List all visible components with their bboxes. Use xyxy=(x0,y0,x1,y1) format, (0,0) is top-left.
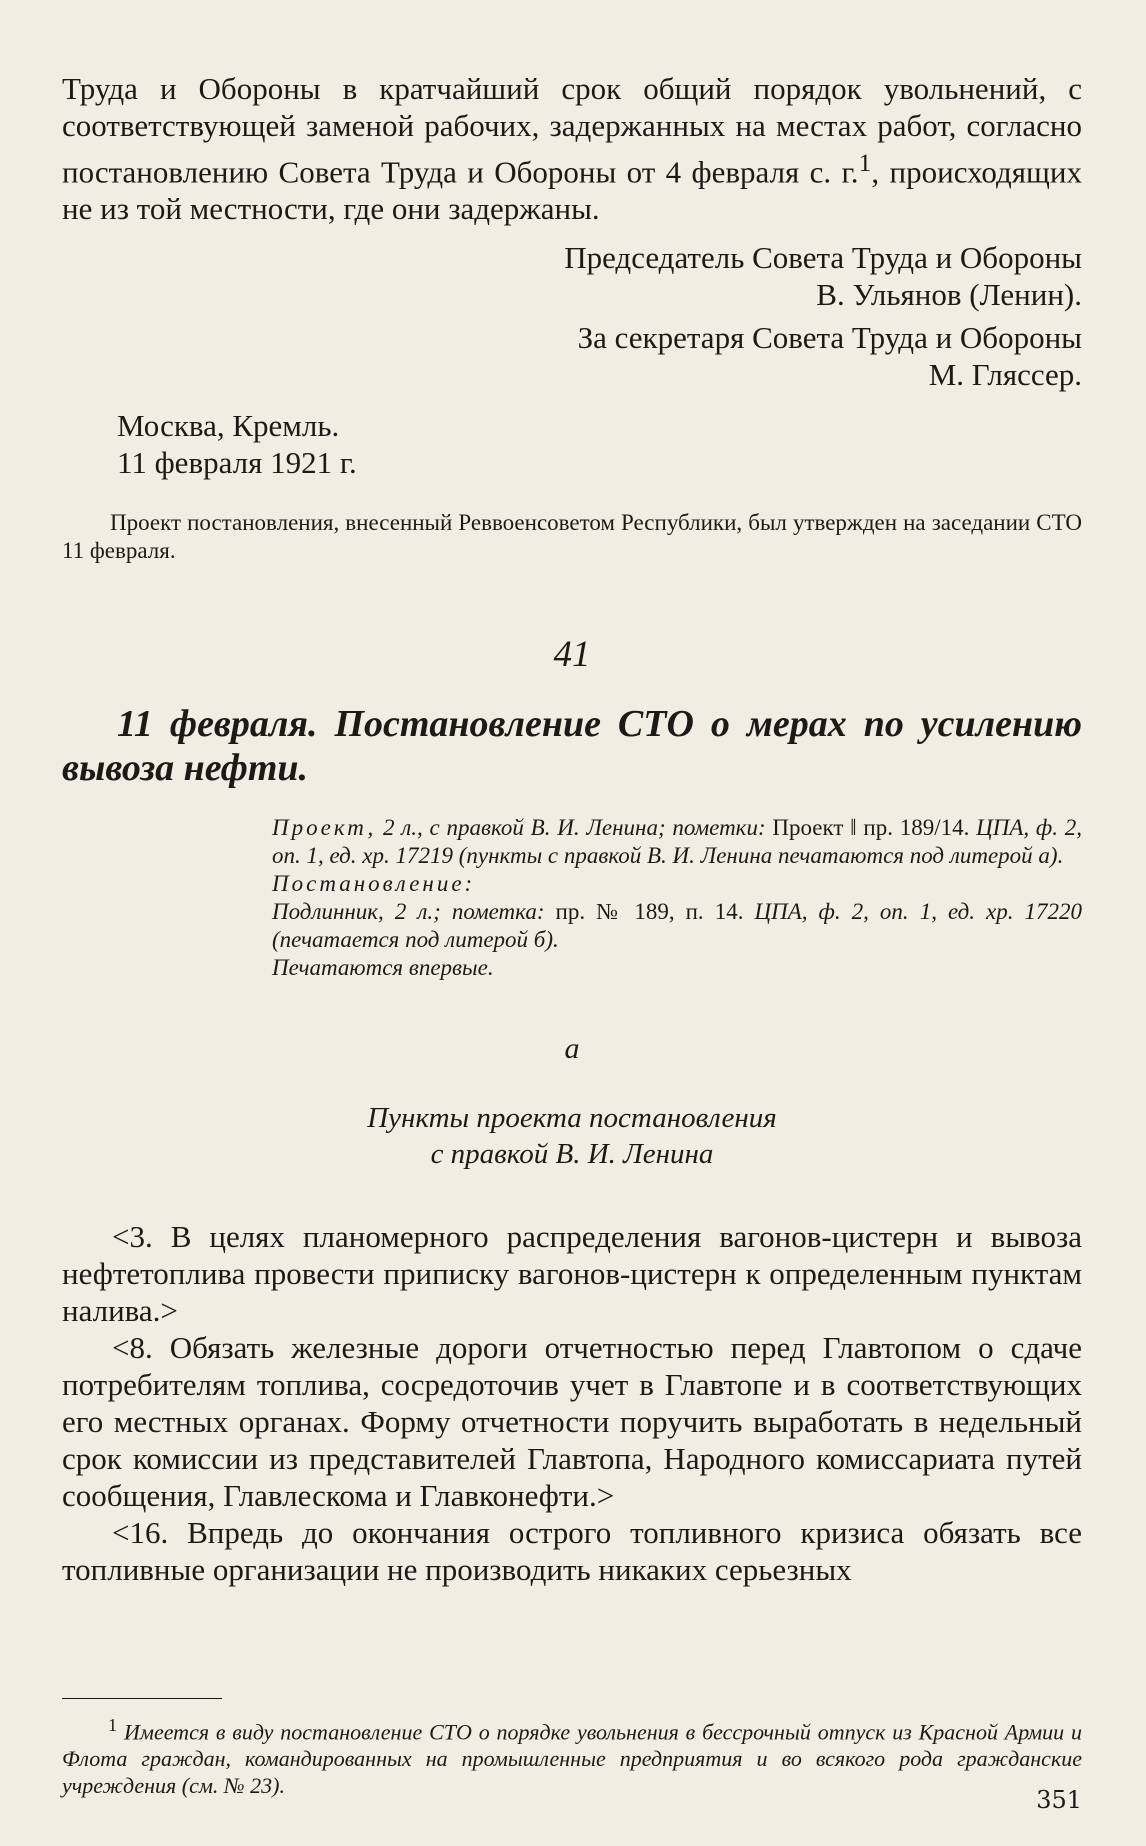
document-number: 41 xyxy=(553,634,591,676)
archive-decree xyxy=(272,898,1082,954)
signature-block xyxy=(62,239,1082,393)
point-8: <8. Обязать железные дороги отчетностью перед Главтопом о сдаче потребителям топлива, сосредоточив учет в Главтопе и в соответствующих его местных органах. Форму отчетности поручить выработать в недельный срок комиссии из представителей Главтопа, Народного комиссариата путей сообщения, Главлескома и Главконефти.> xyxy=(62,1330,1082,1514)
draft-label: Проект, xyxy=(272,815,377,841)
decree-text-a: Подлинник, 2 л.; пометка: xyxy=(272,899,556,925)
subtitle-line-1: Пункты проекта постановления xyxy=(367,1102,777,1135)
subtitle-line-2: с правкой В. И. Ленина xyxy=(430,1138,714,1171)
decree-text-c: ЦПА, ф. 2, оп. 1, ед. хр. 17220 (печатается под литерой б). xyxy=(272,899,1083,953)
footnote-marker: 1 xyxy=(858,148,872,177)
document-title: 11 февраля. Постановление СТО о мерах по усилению вывоза нефти. xyxy=(62,703,1082,790)
footnote-text: Имеется в виду постановление СТО о порядке увольнения в бессрочный отпуск из Красной Армии и Флота граждан, командированных на промышленные предприятия и во всякого рода гражданские учреждения (см. № 23). xyxy=(62,1719,1083,1799)
intro-paragraph xyxy=(62,70,1082,227)
intro-text-part2: , происходящих не из той местности, где они задержаны. xyxy=(62,154,1082,227)
source-note: Проект постановления, внесенный Реввоенсоветом Республики, был утвержден на заседании СТО 11 февраля. xyxy=(62,510,1082,564)
date: 11 февраля 1921 г. xyxy=(117,445,357,481)
draft-text-b: Проект ‖ пр. 189/14. xyxy=(772,815,977,841)
archive-draft xyxy=(272,814,1082,870)
draft-text-c: ЦПА, ф. 2, оп. 1, ед. хр. 17219 (пункты с правкой В. И. Ленина печатаются под литерой а). xyxy=(272,815,1083,869)
point-3: <3. В целях планомерного распределения вагонов-цистерн и вывоза нефтетоплива провести приписку вагонов-цистерн к определенным пунктам налива.> xyxy=(62,1219,1082,1329)
section-letter: а xyxy=(564,1032,580,1066)
footnote-number: 1 xyxy=(108,1715,118,1735)
intro-text-part1: Труда и Обороны в кратчайший срок общий порядок увольнений, с соответствующей заменой рабочих, задержанных на местах работ, согласно постановлению Совета Труда и Обороны от 4 февраля с. г. xyxy=(62,71,1082,190)
place-date xyxy=(117,407,1082,481)
footnote xyxy=(62,1712,1082,1799)
place: Москва, Кремль. xyxy=(117,408,340,444)
secretary-name: М. Гляссер. xyxy=(928,357,1082,393)
draft-text-a: 2 л., с правкой В. И. Ленина; пометки: xyxy=(376,815,773,841)
decree-text-b: пр. № 189, п. 14. xyxy=(555,899,755,925)
secretary-title: За секретаря Совета Труда и Обороны xyxy=(577,320,1082,356)
point-16: <16. Впредь до окончания острого топливного кризиса обязать все топливные организации не производить никаких серьезных xyxy=(62,1515,1082,1588)
page-body xyxy=(62,70,1082,1588)
decree-points xyxy=(62,1218,1082,1588)
archive-decree-label xyxy=(272,870,1082,898)
chair-name: В. Ульянов (Ленин). xyxy=(816,277,1082,313)
first-publication: Печатаются впервые. xyxy=(272,955,494,981)
section-subtitle xyxy=(62,1100,1082,1172)
chair-title: Председатель Совета Труда и Обороны xyxy=(564,240,1082,276)
footnote-rule xyxy=(62,1698,222,1699)
archive-notes xyxy=(272,814,1082,982)
page-number: 351 xyxy=(1036,1786,1082,1814)
decree-label: Постановление: xyxy=(272,871,476,897)
